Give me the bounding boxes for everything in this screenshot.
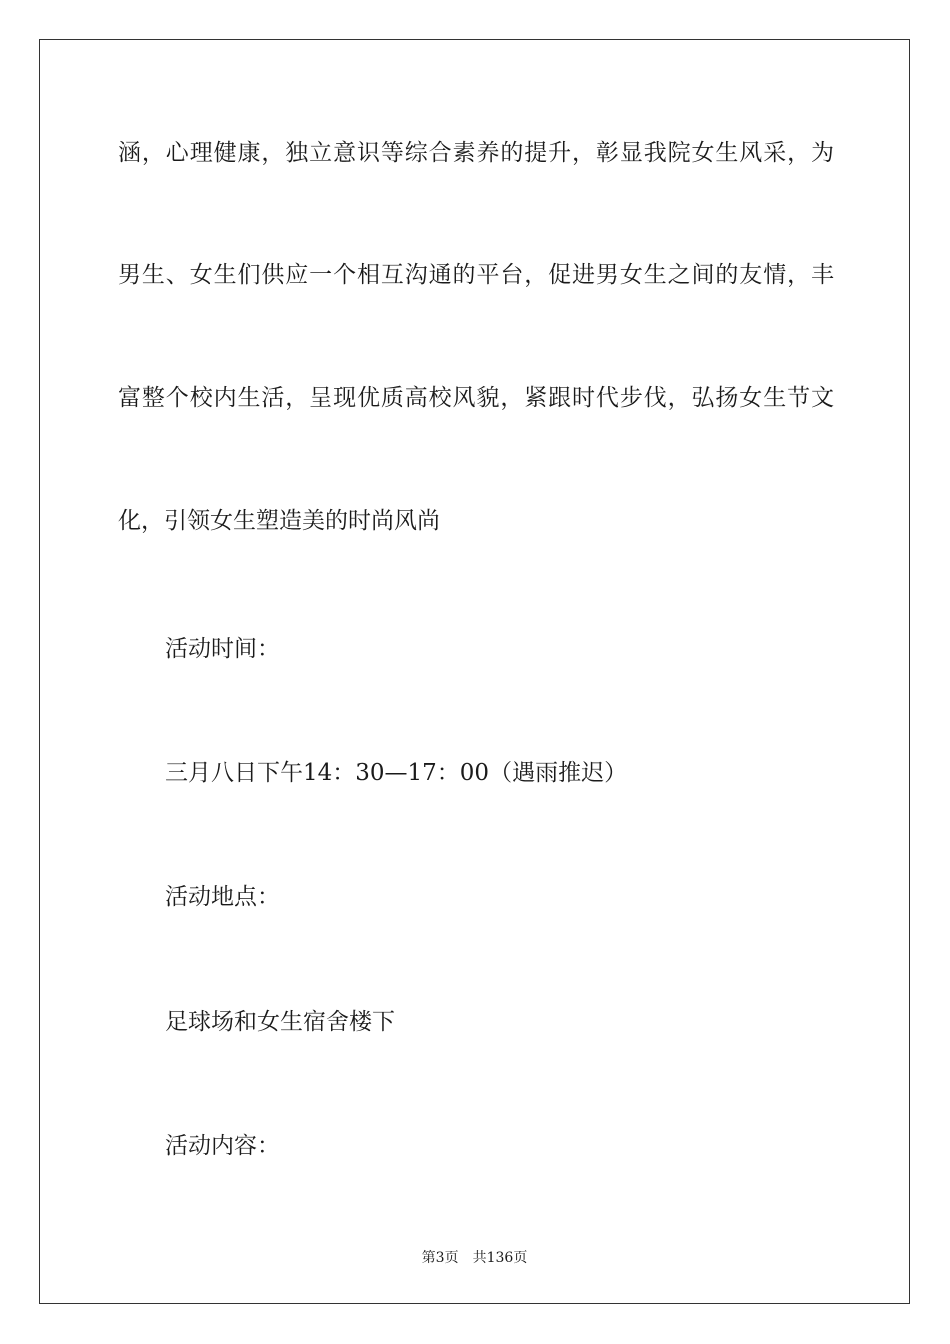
activity-place-value: 足球场和女生宿舍楼下 [165,1009,395,1035]
activity-content-heading: 活动内容： [165,1133,280,1159]
activity-place-heading: 活动地点： [165,884,280,910]
page-footer [40,1249,909,1267]
body-text-line-1: 涵，心理健康，独立意识等综合素养的提升，彰显我院女生风采，为 [118,140,834,166]
activity-time-value: 三月八日下午14：30—17：00（遇雨推迟） [165,760,628,786]
page-number-total: 共136页 [472,1250,528,1266]
activity-time-heading: 活动时间： [165,636,280,662]
body-text-line-2: 男生、女生们供应一个相互沟通的平台，促进男女生之间的友情，丰 [118,262,834,288]
document-page [39,39,910,1304]
body-text-line-3: 富整个校内生活，呈现优质高校风貌，紧跟时代步伐，弘扬女生节文 [118,385,834,411]
page-number-current: 第3页 [421,1250,459,1266]
body-text-line-4: 化，引领女生塑造美的时尚风尚 [118,508,440,534]
